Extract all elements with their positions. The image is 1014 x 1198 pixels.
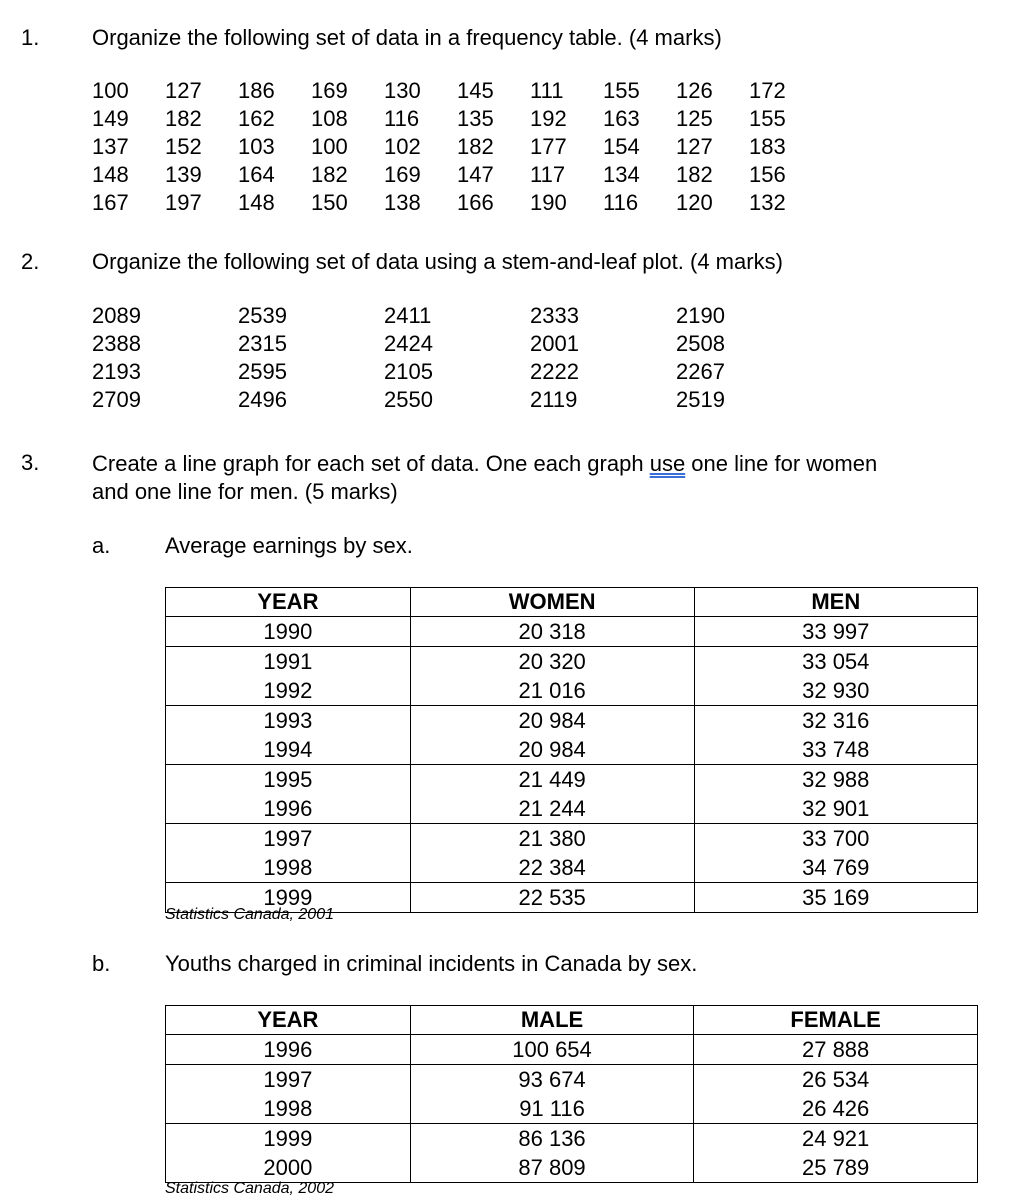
q1-value: 148 — [238, 190, 275, 215]
q2-value: 2519 — [676, 387, 725, 412]
q2-value: 2411 — [384, 303, 432, 328]
q1-value: 182 — [165, 106, 202, 131]
cell-value: 1995 — [263, 767, 313, 792]
table-cell — [694, 617, 977, 647]
cell-value: 26 534 — [801, 1067, 870, 1092]
q1-value: 147 — [457, 162, 494, 187]
q1-value: 154 — [603, 134, 640, 159]
table-cell — [694, 1124, 978, 1183]
table-cell — [166, 647, 411, 706]
question-2-number: 2. — [21, 249, 40, 274]
cell-value: 1990 — [263, 619, 313, 644]
column-header: WOMEN — [410, 588, 694, 617]
cell-value: 1997 — [263, 826, 313, 851]
table-cell — [694, 765, 977, 824]
q1-value: 126 — [676, 78, 713, 103]
cell-value: 1999 — [263, 885, 313, 910]
q1-value: 100 — [92, 78, 129, 103]
cell-value: 1996 — [263, 796, 313, 821]
q1-value: 167 — [92, 190, 129, 215]
q1-value: 155 — [749, 106, 786, 131]
q2-value: 2119 — [530, 387, 578, 412]
q1-value: 163 — [603, 106, 640, 131]
cell-value: 33 054 — [802, 649, 870, 674]
q1-value: 183 — [749, 134, 786, 159]
q1-value: 192 — [530, 106, 567, 131]
cell-value: 1997 — [263, 1067, 313, 1092]
part-a-source: Statistics Canada, 2001 — [165, 906, 334, 923]
q1-value: 125 — [676, 106, 713, 131]
cell-value: 20 320 — [518, 649, 586, 674]
q3-text-underlined: use — [649, 451, 686, 476]
q1-value: 169 — [311, 78, 348, 103]
q2-value: 2105 — [384, 359, 433, 384]
cell-value: 24 921 — [801, 1126, 870, 1151]
table-row — [166, 1065, 978, 1124]
table-row — [166, 1124, 978, 1183]
q1-value: 177 — [530, 134, 567, 159]
q1-value: 156 — [749, 162, 786, 187]
cell-value: 33 748 — [802, 737, 870, 762]
youth-charges-table — [165, 1005, 978, 1183]
q1-value: 108 — [311, 106, 348, 131]
table-cell — [410, 883, 694, 913]
cell-value: 35 169 — [802, 885, 870, 910]
table-cell — [410, 617, 694, 647]
q2-value: 2001 — [530, 331, 579, 356]
q1-value: 197 — [165, 190, 202, 215]
q1-value: 132 — [749, 190, 786, 215]
q1-value: 152 — [165, 134, 202, 159]
table-cell — [166, 765, 411, 824]
q1-value: 169 — [384, 162, 421, 187]
cell-value: 1996 — [263, 1037, 313, 1062]
q1-value: 116 — [384, 106, 420, 131]
part-b-title: Youths charged in criminal incidents in Canada by sex. — [165, 951, 698, 976]
q1-value: 130 — [384, 78, 421, 103]
cell-value: 1991 — [263, 649, 313, 674]
q3-text-part2: one line for women — [685, 451, 878, 476]
q1-value: 139 — [165, 162, 202, 187]
q1-value: 190 — [530, 190, 567, 215]
table-cell — [410, 765, 694, 824]
table-cell — [694, 647, 977, 706]
cell-value: 34 769 — [802, 855, 870, 880]
q1-value: 135 — [457, 106, 494, 131]
cell-value: 1999 — [263, 1126, 313, 1151]
question-1-text: Organize the following set of data in a frequency table. (4 marks) — [92, 25, 722, 50]
cell-value: 25 789 — [801, 1155, 870, 1180]
table-cell — [694, 1065, 978, 1124]
table-cell — [166, 1124, 411, 1183]
cell-value: 86 136 — [518, 1126, 586, 1151]
q1-value: 137 — [92, 134, 129, 159]
q2-value: 2539 — [238, 303, 287, 328]
cell-value: 93 674 — [518, 1067, 586, 1092]
q1-value: 182 — [676, 162, 713, 187]
cell-value: 32 316 — [802, 708, 870, 733]
table-cell — [694, 824, 977, 883]
table-row — [166, 647, 978, 706]
q2-value: 2388 — [92, 331, 141, 356]
q2-value: 2709 — [92, 387, 141, 412]
cell-value: 1998 — [263, 1096, 313, 1121]
table-row — [166, 1035, 978, 1065]
cell-value: 33 700 — [802, 826, 870, 851]
table-cell — [410, 1124, 694, 1183]
q2-value: 2508 — [676, 331, 725, 356]
table-cell — [410, 1065, 694, 1124]
column-header: FEMALE — [694, 1006, 978, 1035]
cell-value: 32 988 — [802, 767, 870, 792]
cell-value: 21 016 — [518, 678, 586, 703]
table-cell — [694, 706, 977, 765]
q2-value: 2222 — [530, 359, 579, 384]
cell-value: 1992 — [263, 678, 313, 703]
q2-value: 2496 — [238, 387, 287, 412]
part-a-letter: a. — [92, 533, 111, 558]
q2-value: 2550 — [384, 387, 433, 412]
q2-value: 2193 — [92, 359, 141, 384]
q2-value: 2190 — [676, 303, 725, 328]
cell-value: 1994 — [263, 737, 313, 762]
question-3-number: 3. — [21, 450, 40, 475]
part-b-letter: b. — [92, 951, 111, 976]
q1-value: 134 — [603, 162, 640, 187]
cell-value: 1998 — [263, 855, 313, 880]
q2-value: 2089 — [92, 303, 141, 328]
q2-value: 2333 — [530, 303, 579, 328]
q1-value: 145 — [457, 78, 494, 103]
part-a-title: Average earnings by sex. — [165, 533, 413, 558]
cell-value: 100 654 — [512, 1037, 592, 1062]
cell-value: 33 997 — [802, 619, 870, 644]
cell-value: 91 116 — [519, 1096, 585, 1121]
cell-value: 2000 — [263, 1155, 313, 1180]
q2-value: 2595 — [238, 359, 287, 384]
column-header: MEN — [694, 588, 977, 617]
q1-value: 164 — [238, 162, 275, 187]
q1-value: 116 — [603, 190, 639, 215]
q1-value: 182 — [311, 162, 348, 187]
table-cell — [166, 706, 411, 765]
q1-value: 148 — [92, 162, 129, 187]
table-cell — [410, 1035, 694, 1065]
cell-value: 21 244 — [518, 796, 586, 821]
q1-value: 166 — [457, 190, 494, 215]
table-cell — [166, 824, 411, 883]
cell-value: 21 449 — [518, 767, 586, 792]
table-cell — [166, 1035, 411, 1065]
q1-value: 100 — [311, 134, 348, 159]
q1-value: 162 — [238, 106, 275, 131]
q1-value: 150 — [311, 190, 348, 215]
question-1-number: 1. — [21, 25, 40, 50]
question-3-text — [92, 450, 877, 506]
q2-value: 2315 — [238, 331, 287, 356]
q2-value: 2424 — [384, 331, 433, 356]
cell-value: 20 318 — [518, 619, 586, 644]
q1-value: 127 — [165, 78, 202, 103]
q1-value: 117 — [530, 162, 566, 187]
column-header: MALE — [410, 1006, 694, 1035]
table-cell — [410, 824, 694, 883]
cell-value: 22 384 — [518, 855, 586, 880]
q2-value: 2267 — [676, 359, 725, 384]
table-cell — [166, 1065, 411, 1124]
cell-value: 87 809 — [518, 1155, 586, 1180]
cell-value: 32 901 — [802, 796, 870, 821]
table-row — [166, 706, 978, 765]
column-header: YEAR — [166, 1006, 411, 1035]
q1-value: 103 — [238, 134, 275, 159]
cell-value: 1993 — [263, 708, 313, 733]
cell-value: 21 380 — [518, 826, 586, 851]
q3-text-part1: Create a line graph for each set of data. One each graph — [92, 451, 650, 476]
q1-value: 111 — [530, 78, 564, 103]
table-cell — [410, 706, 694, 765]
q1-value: 155 — [603, 78, 640, 103]
cell-value: 27 888 — [801, 1037, 870, 1062]
q1-value: 186 — [238, 78, 275, 103]
table-header-row — [166, 1006, 978, 1035]
column-header: YEAR — [166, 588, 411, 617]
table-header-row — [166, 588, 978, 617]
table-row — [166, 617, 978, 647]
q1-value: 172 — [749, 78, 786, 103]
question-2-text: Organize the following set of data using a stem-and-leaf plot. (4 marks) — [92, 249, 783, 274]
earnings-table — [165, 587, 978, 913]
q1-value: 182 — [457, 134, 494, 159]
q3-text-line2: and one line for men. (5 marks) — [92, 479, 398, 504]
table-cell — [694, 883, 977, 913]
table-cell — [166, 617, 411, 647]
cell-value: 22 535 — [518, 885, 586, 910]
q1-value: 120 — [676, 190, 713, 215]
cell-value: 26 426 — [801, 1096, 870, 1121]
cell-value: 32 930 — [802, 678, 870, 703]
table-row — [166, 765, 978, 824]
table-cell — [694, 1035, 978, 1065]
q1-value: 102 — [384, 134, 421, 159]
q1-value: 149 — [92, 106, 129, 131]
q1-value: 127 — [676, 134, 713, 159]
cell-value: 20 984 — [518, 708, 586, 733]
table-cell — [410, 647, 694, 706]
cell-value: 20 984 — [518, 737, 586, 762]
part-b-source: Statistics Canada, 2002 — [165, 1180, 334, 1197]
table-row — [166, 824, 978, 883]
q1-value: 138 — [384, 190, 421, 215]
